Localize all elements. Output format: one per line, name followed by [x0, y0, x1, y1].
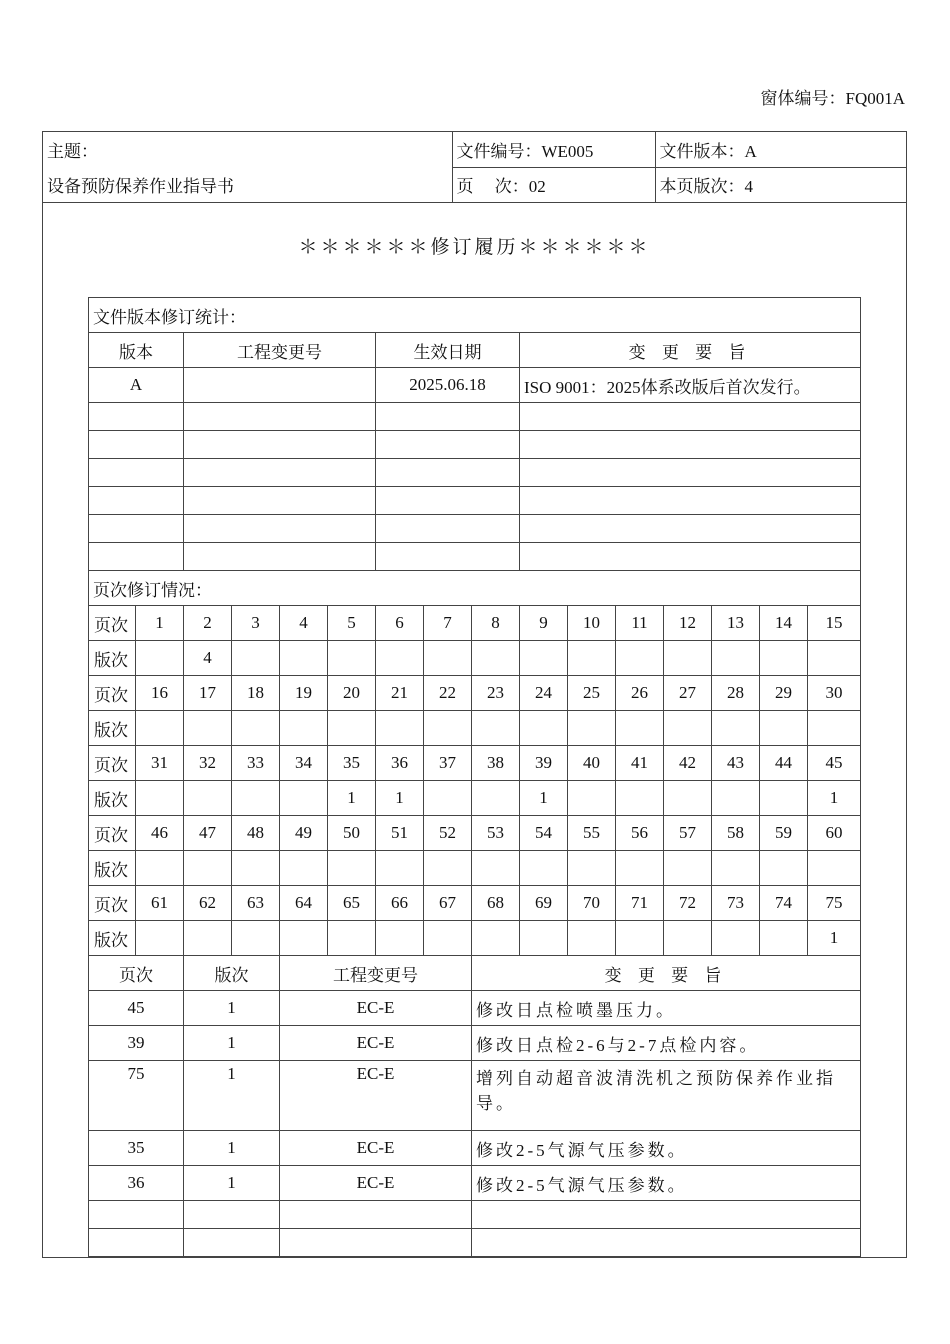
- page-version-cell: [136, 641, 184, 676]
- page-version-cell: [232, 641, 280, 676]
- page-number-cell: 19: [280, 676, 328, 711]
- change-details-cell: 1: [184, 991, 280, 1026]
- doc-version: 文件版本：A: [655, 132, 906, 167]
- page-version-cell: [568, 781, 616, 816]
- page-number-cell: 64: [280, 886, 328, 921]
- version-stats-cell: [89, 515, 184, 543]
- page-number-cell: 41: [616, 746, 664, 781]
- page-number-cell: 66: [376, 886, 424, 921]
- page-number-cell: 27: [664, 676, 712, 711]
- page-version-cell: [136, 921, 184, 956]
- change-details-cell: [472, 1201, 861, 1229]
- version-stats-cell: [184, 487, 376, 515]
- page-version-cell: 1: [328, 781, 376, 816]
- page-number-cell: 75: [808, 886, 861, 921]
- page-version-cell: [424, 711, 472, 746]
- page-number-cell: 55: [568, 816, 616, 851]
- page-number-cell: 6: [376, 606, 424, 641]
- change-details-cell: [89, 1229, 184, 1257]
- page-number-cell: 23: [472, 676, 520, 711]
- page-version-cell: [184, 711, 232, 746]
- page-version-cell: [184, 781, 232, 816]
- page-version-cell: [424, 851, 472, 886]
- page-version-cell: [424, 781, 472, 816]
- page-number-cell: 13: [712, 606, 760, 641]
- change-details-cell: 1: [184, 1131, 280, 1166]
- version-stats-cell: [184, 543, 376, 571]
- page-version-cell: [472, 921, 520, 956]
- page-number-cell: 25: [568, 676, 616, 711]
- page-version-cell: [760, 711, 808, 746]
- page-number-cell: 60: [808, 816, 861, 851]
- page-number-cell: 54: [520, 816, 568, 851]
- version-stats-col-header: 版本: [89, 333, 184, 368]
- page-version-cell: [424, 921, 472, 956]
- change-details-cell: [184, 1229, 280, 1257]
- page-number-cell: 51: [376, 816, 424, 851]
- version-stats-cell: A: [89, 368, 184, 403]
- page-number-cell: 74: [760, 886, 808, 921]
- page-row-label: 页次: [89, 816, 136, 851]
- page-version-cell: [712, 851, 760, 886]
- page-number-cell: 9: [520, 606, 568, 641]
- page-number-cell: 71: [616, 886, 664, 921]
- page-version-cell: [616, 641, 664, 676]
- change-details-cell: 1: [184, 1166, 280, 1201]
- version-stats-col-header: 生效日期: [376, 333, 520, 368]
- page-number-cell: 2: [184, 606, 232, 641]
- page-number-cell: 24: [520, 676, 568, 711]
- page-version-cell: [664, 641, 712, 676]
- page-number-cell: 52: [424, 816, 472, 851]
- page-number-cell: 62: [184, 886, 232, 921]
- version-stats-cell: [376, 459, 520, 487]
- page-number-cell: 47: [184, 816, 232, 851]
- page-number-cell: 29: [760, 676, 808, 711]
- page-version-cell: [472, 641, 520, 676]
- page-version-cell: [616, 851, 664, 886]
- page-version-cell: [808, 711, 861, 746]
- page-number-cell: 45: [808, 746, 861, 781]
- page-number-cell: 10: [568, 606, 616, 641]
- change-details-cell: [89, 1201, 184, 1229]
- change-details-cell: [184, 1201, 280, 1229]
- page-version-cell: [520, 641, 568, 676]
- page-revisions-label: 页次修订情况：: [89, 571, 861, 606]
- version-stats-cell: [89, 431, 184, 459]
- change-details-cell: 45: [89, 991, 184, 1026]
- version-stats-cell: [520, 515, 861, 543]
- change-details-cell: 修改2-5气源气压参数。: [472, 1131, 861, 1166]
- page-version-cell: [376, 921, 424, 956]
- page-version-cell: [520, 711, 568, 746]
- page-version-cell: [280, 851, 328, 886]
- page-version-cell: [136, 781, 184, 816]
- page-number-cell: 37: [424, 746, 472, 781]
- page-number-cell: 57: [664, 816, 712, 851]
- page-number-cell: 53: [472, 816, 520, 851]
- page-number: 页 次：02: [452, 167, 655, 202]
- version-stats-cell: [376, 431, 520, 459]
- change-details-cell: 1: [184, 1026, 280, 1061]
- page-version-cell: [136, 711, 184, 746]
- page-version-cell: [712, 921, 760, 956]
- page-version-cell: [664, 711, 712, 746]
- page-version-cell: [328, 851, 376, 886]
- page-number-cell: 58: [712, 816, 760, 851]
- page-number-cell: 70: [568, 886, 616, 921]
- page-number-cell: 48: [232, 816, 280, 851]
- page-row-label: 页次: [89, 606, 136, 641]
- page-row-label: 页次: [89, 886, 136, 921]
- page-row-label: 页次: [89, 676, 136, 711]
- page-number-cell: 28: [712, 676, 760, 711]
- page-version-cell: [136, 851, 184, 886]
- page-number-cell: 33: [232, 746, 280, 781]
- page-number-cell: 65: [328, 886, 376, 921]
- version-stats-col-header: 变 更 要 旨: [520, 333, 861, 368]
- version-stats-cell: [89, 403, 184, 431]
- revision-table: [88, 297, 861, 1257]
- change-details-cell: EC-E: [280, 1131, 472, 1166]
- page-version-cell: [280, 641, 328, 676]
- page-version-cell: [424, 641, 472, 676]
- page-version-cell: 1: [808, 781, 861, 816]
- page-number-cell: 31: [136, 746, 184, 781]
- revision-history-title: ＊＊＊＊＊＊修订履历＊＊＊＊＊＊: [298, 237, 651, 258]
- change-details-cell: 35: [89, 1131, 184, 1166]
- page-number-cell: 22: [424, 676, 472, 711]
- version-stats-col-header: 工程变更号: [184, 333, 376, 368]
- page-number-cell: 34: [280, 746, 328, 781]
- version-stats-cell: [520, 431, 861, 459]
- page-version-cell: [520, 851, 568, 886]
- page-number-cell: 7: [424, 606, 472, 641]
- version-stats-cell: [184, 515, 376, 543]
- version-stats-cell: [520, 459, 861, 487]
- version-stats-cell: [376, 403, 520, 431]
- page-number-cell: 15: [808, 606, 861, 641]
- page-version-cell: [328, 711, 376, 746]
- page-version-cell: [664, 781, 712, 816]
- document-frame: [42, 131, 907, 1258]
- page-version-cell: [712, 641, 760, 676]
- change-details-col-header: 页次: [89, 956, 184, 991]
- page-number-cell: 36: [376, 746, 424, 781]
- page-version-cell: [616, 781, 664, 816]
- change-details-cell: 75: [89, 1061, 184, 1131]
- page-number-cell: 8: [472, 606, 520, 641]
- page-version-cell: 1: [520, 781, 568, 816]
- change-details-cell: EC-E: [280, 1061, 472, 1131]
- page-number-cell: 72: [664, 886, 712, 921]
- page-version-cell: [568, 641, 616, 676]
- page-version-cell: [376, 851, 424, 886]
- version-stats-cell: [376, 487, 520, 515]
- change-details-col-header: 工程变更号: [280, 956, 472, 991]
- page-version-cell: [808, 641, 861, 676]
- change-details-cell: 修改2-5气源气压参数。: [472, 1166, 861, 1201]
- version-row-label: 版次: [89, 851, 136, 886]
- subject-label: 主题：: [43, 132, 452, 167]
- version-stats-cell: [520, 543, 861, 571]
- page-version-cell: [760, 921, 808, 956]
- page-version-cell: [568, 921, 616, 956]
- page-number-cell: 68: [472, 886, 520, 921]
- version-stats-cell: ISO 9001：2025体系改版后首次发行。: [520, 368, 861, 403]
- page-number-cell: 17: [184, 676, 232, 711]
- change-details-cell: 39: [89, 1026, 184, 1061]
- page-version-cell: 4: [184, 641, 232, 676]
- page-number-cell: 43: [712, 746, 760, 781]
- page-number-cell: 20: [328, 676, 376, 711]
- page-number-cell: 26: [616, 676, 664, 711]
- page-version-cell: [568, 711, 616, 746]
- page-row-label: 页次: [89, 746, 136, 781]
- page-number-cell: 32: [184, 746, 232, 781]
- page-number-cell: 59: [760, 816, 808, 851]
- page-version-cell: [232, 921, 280, 956]
- version-stats-cell: [184, 368, 376, 403]
- page-version-cell: [328, 641, 376, 676]
- page-number-cell: 3: [232, 606, 280, 641]
- version-stats-label: 文件版本修订统计：: [89, 298, 861, 333]
- page-version-cell: 1: [376, 781, 424, 816]
- page-number-cell: 42: [664, 746, 712, 781]
- page-version-cell: [664, 851, 712, 886]
- page-number-cell: 69: [520, 886, 568, 921]
- change-details-cell: [280, 1201, 472, 1229]
- change-details-cell: [280, 1229, 472, 1257]
- change-details-cell: EC-E: [280, 1166, 472, 1201]
- version-stats-cell: [184, 431, 376, 459]
- page-version-cell: [760, 851, 808, 886]
- page-number-cell: 5: [328, 606, 376, 641]
- page-number-cell: 11: [616, 606, 664, 641]
- page-version-cell: [472, 851, 520, 886]
- page-version-cell: [280, 781, 328, 816]
- page-number-cell: 73: [712, 886, 760, 921]
- page-number-cell: 14: [760, 606, 808, 641]
- page-number-cell: 44: [760, 746, 808, 781]
- page-number-cell: 1: [136, 606, 184, 641]
- page-version-cell: [184, 851, 232, 886]
- page-number-cell: 4: [280, 606, 328, 641]
- page-number-cell: 16: [136, 676, 184, 711]
- page-version-cell: [712, 781, 760, 816]
- version-stats-cell: [89, 543, 184, 571]
- page-version-cell: [712, 711, 760, 746]
- page-version-cell: [616, 711, 664, 746]
- page-version-cell: [376, 641, 424, 676]
- doc-number: 文件编号：WE005: [452, 132, 655, 167]
- page-number-cell: 49: [280, 816, 328, 851]
- page-version-cell: [232, 781, 280, 816]
- page-version-cell: [472, 781, 520, 816]
- page-version-cell: [520, 921, 568, 956]
- version-stats-cell: [376, 543, 520, 571]
- page-version-cell: [376, 711, 424, 746]
- change-details-cell: EC-E: [280, 991, 472, 1026]
- page-number-cell: 30: [808, 676, 861, 711]
- version-stats-cell: [184, 459, 376, 487]
- page-version-cell: [232, 851, 280, 886]
- page-version-cell: [568, 851, 616, 886]
- page-number-cell: 50: [328, 816, 376, 851]
- page-version-cell: [760, 641, 808, 676]
- version-stats-cell: [520, 487, 861, 515]
- change-details-cell: EC-E: [280, 1026, 472, 1061]
- page-version-cell: [280, 711, 328, 746]
- page-version-cell: [184, 921, 232, 956]
- page-number-cell: 38: [472, 746, 520, 781]
- page-version-cell: [760, 781, 808, 816]
- version-stats-cell: [376, 515, 520, 543]
- change-details-cell: 增列自动超音波清洗机之预防保养作业指导。: [472, 1061, 861, 1131]
- version-stats-cell: 2025.06.18: [376, 368, 520, 403]
- page-number-cell: 18: [232, 676, 280, 711]
- page-version-cell: [280, 921, 328, 956]
- change-details-cell: [472, 1229, 861, 1257]
- page-number-cell: 21: [376, 676, 424, 711]
- subject-value: 设备预防保养作业指导书: [43, 167, 452, 202]
- page-number-cell: 35: [328, 746, 376, 781]
- change-details-cell: 修改日点检喷墨压力。: [472, 991, 861, 1026]
- header-table: [43, 132, 906, 203]
- page-number-cell: 56: [616, 816, 664, 851]
- page-number-cell: 12: [664, 606, 712, 641]
- page-number-cell: 39: [520, 746, 568, 781]
- version-stats-cell: [89, 487, 184, 515]
- page-number-cell: 46: [136, 816, 184, 851]
- page-version-cell: [664, 921, 712, 956]
- page-version-cell: [328, 921, 376, 956]
- page-version-cell: [232, 711, 280, 746]
- change-details-cell: 修改日点检2-6与2-7点检内容。: [472, 1026, 861, 1061]
- version-stats-cell: [520, 403, 861, 431]
- version-stats-cell: [89, 459, 184, 487]
- version-row-label: 版次: [89, 921, 136, 956]
- page-version-cell: 1: [808, 921, 861, 956]
- page-number-cell: 63: [232, 886, 280, 921]
- page-version: 本页版次：4: [655, 167, 906, 202]
- page-number-cell: 67: [424, 886, 472, 921]
- change-details-col-header: 变 更 要 旨: [472, 956, 861, 991]
- page-version-cell: [808, 851, 861, 886]
- version-row-label: 版次: [89, 641, 136, 676]
- page-version-cell: [616, 921, 664, 956]
- version-stats-cell: [184, 403, 376, 431]
- change-details-cell: 1: [184, 1061, 280, 1131]
- page-number-cell: 40: [568, 746, 616, 781]
- change-details-cell: 36: [89, 1166, 184, 1201]
- version-row-label: 版次: [89, 781, 136, 816]
- version-row-label: 版次: [89, 711, 136, 746]
- form-number: 窗体编号：FQ001A: [760, 89, 905, 108]
- page-number-cell: 61: [136, 886, 184, 921]
- page-version-cell: [472, 711, 520, 746]
- change-details-col-header: 版次: [184, 956, 280, 991]
